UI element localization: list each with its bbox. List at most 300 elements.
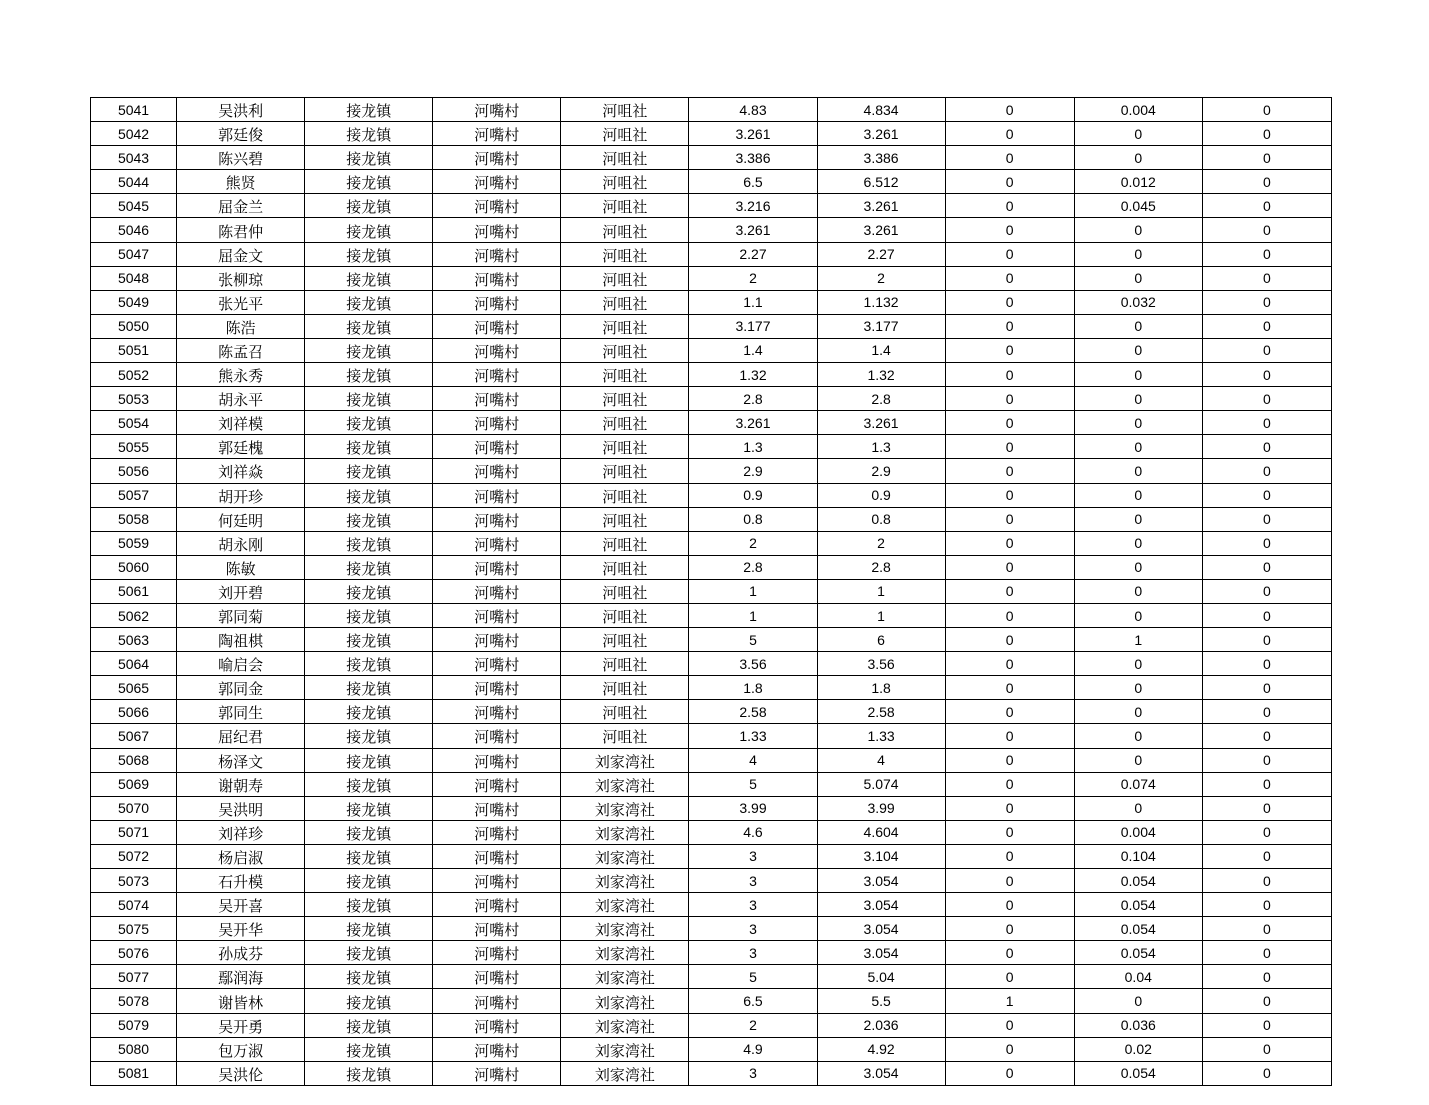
cell-village: 河嘴村 (433, 869, 561, 893)
cell-record-id: 5045 (91, 194, 177, 218)
cell-area-b: 0.8 (817, 507, 945, 531)
cell-name: 刘祥模 (177, 411, 305, 435)
cell-area-a: 5 (689, 772, 817, 796)
cell-area-a: 1.1 (689, 290, 817, 314)
cell-value-c: 0 (945, 122, 1074, 146)
cell-value-d: 0.054 (1074, 917, 1202, 941)
cell-area-b: 4.834 (817, 98, 945, 122)
cell-area-b: 3.054 (817, 941, 945, 965)
cell-village: 河嘴村 (433, 1013, 561, 1037)
cell-name: 吴洪伦 (177, 1061, 305, 1085)
cell-town: 接龙镇 (305, 194, 433, 218)
cell-village: 河嘴村 (433, 917, 561, 941)
cell-value-d: 0 (1074, 483, 1202, 507)
table-row (91, 917, 1332, 941)
table-row (91, 555, 1332, 579)
cell-record-id: 5073 (91, 869, 177, 893)
cell-value-e: 0 (1202, 893, 1331, 917)
table-row (91, 290, 1332, 314)
cell-area-a: 3.386 (689, 146, 817, 170)
cell-area-b: 1.33 (817, 724, 945, 748)
cell-value-e: 0 (1202, 194, 1331, 218)
cell-value-d: 0.054 (1074, 893, 1202, 917)
cell-value-c: 0 (945, 507, 1074, 531)
cell-village: 河嘴村 (433, 941, 561, 965)
cell-record-id: 5078 (91, 989, 177, 1013)
cell-village: 河嘴村 (433, 820, 561, 844)
cell-name: 吴开喜 (177, 893, 305, 917)
cell-record-id: 5057 (91, 483, 177, 507)
cell-name: 陈孟召 (177, 338, 305, 362)
cell-area-a: 6.5 (689, 989, 817, 1013)
cell-record-id: 5054 (91, 411, 177, 435)
cell-value-d: 0 (1074, 387, 1202, 411)
cell-area-b: 6.512 (817, 170, 945, 194)
cell-record-id: 5074 (91, 893, 177, 917)
cell-value-c: 0 (945, 893, 1074, 917)
cell-town: 接龙镇 (305, 531, 433, 555)
cell-village: 河嘴村 (433, 338, 561, 362)
cell-value-c: 0 (945, 965, 1074, 989)
cell-area-b: 3.99 (817, 796, 945, 820)
cell-record-id: 5079 (91, 1013, 177, 1037)
cell-value-d: 0 (1074, 531, 1202, 555)
cell-value-d: 0 (1074, 989, 1202, 1013)
cell-village: 河嘴村 (433, 844, 561, 868)
cell-value-d: 0 (1074, 122, 1202, 146)
cell-group: 刘家湾社 (561, 917, 689, 941)
cell-village: 河嘴村 (433, 146, 561, 170)
cell-town: 接龙镇 (305, 338, 433, 362)
cell-name: 孙成芬 (177, 941, 305, 965)
cell-record-id: 5081 (91, 1061, 177, 1085)
cell-area-a: 1 (689, 579, 817, 603)
cell-value-c: 0 (945, 314, 1074, 338)
table-row (91, 435, 1332, 459)
table-row (91, 531, 1332, 555)
cell-value-d: 0.004 (1074, 98, 1202, 122)
table-row (91, 122, 1332, 146)
cell-value-d: 0.02 (1074, 1037, 1202, 1061)
cell-area-b: 1.32 (817, 363, 945, 387)
cell-village: 河嘴村 (433, 363, 561, 387)
table-row (91, 411, 1332, 435)
cell-record-id: 5043 (91, 146, 177, 170)
cell-area-b: 2.8 (817, 387, 945, 411)
cell-area-b: 4 (817, 748, 945, 772)
cell-group: 河咀社 (561, 122, 689, 146)
cell-village: 河嘴村 (433, 314, 561, 338)
cell-record-id: 5049 (91, 290, 177, 314)
cell-town: 接龙镇 (305, 652, 433, 676)
cell-value-c: 0 (945, 652, 1074, 676)
table-row (91, 724, 1332, 748)
cell-village: 河嘴村 (433, 242, 561, 266)
cell-town: 接龙镇 (305, 218, 433, 242)
cell-value-d: 0 (1074, 700, 1202, 724)
cell-town: 接龙镇 (305, 676, 433, 700)
cell-value-d: 0 (1074, 796, 1202, 820)
cell-village: 河嘴村 (433, 290, 561, 314)
cell-value-d: 0.004 (1074, 820, 1202, 844)
cell-name: 郭同金 (177, 676, 305, 700)
cell-group: 刘家湾社 (561, 796, 689, 820)
cell-town: 接龙镇 (305, 314, 433, 338)
cell-value-c: 0 (945, 844, 1074, 868)
cell-area-a: 3 (689, 893, 817, 917)
cell-record-id: 5061 (91, 579, 177, 603)
cell-value-e: 0 (1202, 724, 1331, 748)
cell-area-a: 3.216 (689, 194, 817, 218)
cell-value-c: 0 (945, 363, 1074, 387)
cell-area-b: 1.3 (817, 435, 945, 459)
cell-value-d: 1 (1074, 628, 1202, 652)
cell-town: 接龙镇 (305, 98, 433, 122)
cell-value-c: 0 (945, 483, 1074, 507)
cell-group: 河咀社 (561, 170, 689, 194)
cell-name: 刘开碧 (177, 579, 305, 603)
cell-value-c: 0 (945, 435, 1074, 459)
cell-town: 接龙镇 (305, 1013, 433, 1037)
cell-value-d: 0 (1074, 676, 1202, 700)
cell-value-d: 0.012 (1074, 170, 1202, 194)
table-row (91, 628, 1332, 652)
cell-value-e: 0 (1202, 146, 1331, 170)
cell-name: 胡永刚 (177, 531, 305, 555)
cell-town: 接龙镇 (305, 170, 433, 194)
cell-town: 接龙镇 (305, 820, 433, 844)
cell-value-e: 0 (1202, 122, 1331, 146)
cell-area-b: 2.27 (817, 242, 945, 266)
cell-name: 郭廷俊 (177, 122, 305, 146)
cell-area-a: 3.177 (689, 314, 817, 338)
cell-area-b: 3.054 (817, 1061, 945, 1085)
cell-value-c: 0 (945, 820, 1074, 844)
cell-value-c: 0 (945, 1013, 1074, 1037)
cell-area-b: 3.261 (817, 122, 945, 146)
cell-town: 接龙镇 (305, 579, 433, 603)
cell-value-d: 0 (1074, 266, 1202, 290)
cell-village: 河嘴村 (433, 483, 561, 507)
cell-name: 吴开华 (177, 917, 305, 941)
cell-name: 刘祥焱 (177, 459, 305, 483)
cell-area-a: 4.83 (689, 98, 817, 122)
table-row (91, 170, 1332, 194)
cell-record-id: 5072 (91, 844, 177, 868)
cell-value-c: 0 (945, 676, 1074, 700)
cell-town: 接龙镇 (305, 772, 433, 796)
table-row (91, 869, 1332, 893)
cell-name: 陈君仲 (177, 218, 305, 242)
cell-record-id: 5065 (91, 676, 177, 700)
cell-value-e: 0 (1202, 170, 1331, 194)
cell-value-e: 0 (1202, 242, 1331, 266)
table-row (91, 1061, 1332, 1085)
cell-value-d: 0 (1074, 218, 1202, 242)
cell-area-b: 3.104 (817, 844, 945, 868)
cell-area-b: 3.261 (817, 411, 945, 435)
cell-name: 陈敏 (177, 555, 305, 579)
cell-village: 河嘴村 (433, 724, 561, 748)
cell-value-c: 0 (945, 1061, 1074, 1085)
cell-value-d: 0 (1074, 338, 1202, 362)
cell-group: 刘家湾社 (561, 965, 689, 989)
cell-group: 刘家湾社 (561, 1061, 689, 1085)
cell-area-a: 6.5 (689, 170, 817, 194)
cell-village: 河嘴村 (433, 628, 561, 652)
cell-value-d: 0.045 (1074, 194, 1202, 218)
cell-area-a: 3.261 (689, 411, 817, 435)
cell-value-d: 0 (1074, 459, 1202, 483)
cell-village: 河嘴村 (433, 700, 561, 724)
cell-town: 接龙镇 (305, 893, 433, 917)
cell-record-id: 5042 (91, 122, 177, 146)
cell-name: 屈金兰 (177, 194, 305, 218)
table-row (91, 218, 1332, 242)
cell-village: 河嘴村 (433, 1037, 561, 1061)
cell-value-d: 0 (1074, 411, 1202, 435)
cell-town: 接龙镇 (305, 1037, 433, 1061)
cell-value-d: 0.032 (1074, 290, 1202, 314)
cell-name: 何廷明 (177, 507, 305, 531)
cell-area-b: 6 (817, 628, 945, 652)
table-row (91, 146, 1332, 170)
table-body (91, 98, 1332, 1086)
cell-group: 刘家湾社 (561, 941, 689, 965)
cell-value-e: 0 (1202, 700, 1331, 724)
cell-value-d: 0 (1074, 603, 1202, 627)
cell-record-id: 5052 (91, 363, 177, 387)
cell-group: 河咀社 (561, 700, 689, 724)
cell-town: 接龙镇 (305, 941, 433, 965)
cell-area-a: 4.9 (689, 1037, 817, 1061)
table-row (91, 1013, 1332, 1037)
cell-village: 河嘴村 (433, 772, 561, 796)
cell-area-a: 2 (689, 1013, 817, 1037)
cell-value-d: 0 (1074, 652, 1202, 676)
cell-area-a: 1.33 (689, 724, 817, 748)
cell-value-e: 0 (1202, 363, 1331, 387)
cell-value-d: 0 (1074, 314, 1202, 338)
cell-area-a: 4.6 (689, 820, 817, 844)
cell-group: 河咀社 (561, 338, 689, 362)
cell-value-e: 0 (1202, 555, 1331, 579)
cell-area-a: 5 (689, 965, 817, 989)
cell-area-b: 2.036 (817, 1013, 945, 1037)
cell-value-d: 0 (1074, 363, 1202, 387)
cell-village: 河嘴村 (433, 411, 561, 435)
cell-value-c: 0 (945, 218, 1074, 242)
cell-group: 河咀社 (561, 146, 689, 170)
cell-town: 接龙镇 (305, 844, 433, 868)
cell-value-e: 0 (1202, 628, 1331, 652)
cell-area-a: 0.8 (689, 507, 817, 531)
cell-group: 刘家湾社 (561, 893, 689, 917)
cell-name: 刘祥珍 (177, 820, 305, 844)
cell-town: 接龙镇 (305, 628, 433, 652)
cell-group: 河咀社 (561, 724, 689, 748)
cell-value-e: 0 (1202, 820, 1331, 844)
cell-area-b: 1.4 (817, 338, 945, 362)
cell-area-b: 2.9 (817, 459, 945, 483)
cell-area-b: 2 (817, 266, 945, 290)
cell-group: 河咀社 (561, 411, 689, 435)
cell-village: 河嘴村 (433, 459, 561, 483)
cell-record-id: 5066 (91, 700, 177, 724)
cell-record-id: 5041 (91, 98, 177, 122)
cell-value-e: 0 (1202, 338, 1331, 362)
cell-value-e: 0 (1202, 603, 1331, 627)
cell-village: 河嘴村 (433, 266, 561, 290)
cell-group: 刘家湾社 (561, 772, 689, 796)
cell-town: 接龙镇 (305, 387, 433, 411)
cell-value-c: 0 (945, 917, 1074, 941)
cell-name: 张柳琼 (177, 266, 305, 290)
cell-record-id: 5058 (91, 507, 177, 531)
cell-value-e: 0 (1202, 579, 1331, 603)
cell-name: 包万淑 (177, 1037, 305, 1061)
cell-town: 接龙镇 (305, 989, 433, 1013)
cell-area-b: 2 (817, 531, 945, 555)
table-row (91, 700, 1332, 724)
cell-record-id: 5047 (91, 242, 177, 266)
cell-area-a: 1.3 (689, 435, 817, 459)
cell-value-e: 0 (1202, 314, 1331, 338)
cell-record-id: 5044 (91, 170, 177, 194)
cell-value-c: 0 (945, 724, 1074, 748)
cell-value-e: 0 (1202, 772, 1331, 796)
cell-name: 吴洪利 (177, 98, 305, 122)
cell-value-c: 0 (945, 387, 1074, 411)
cell-value-c: 0 (945, 603, 1074, 627)
cell-area-b: 1 (817, 579, 945, 603)
table-row (91, 941, 1332, 965)
cell-village: 河嘴村 (433, 531, 561, 555)
cell-value-c: 0 (945, 772, 1074, 796)
cell-record-id: 5051 (91, 338, 177, 362)
cell-record-id: 5055 (91, 435, 177, 459)
cell-name: 谢朝寿 (177, 772, 305, 796)
cell-group: 河咀社 (561, 387, 689, 411)
cell-record-id: 5071 (91, 820, 177, 844)
table-row (91, 796, 1332, 820)
cell-value-e: 0 (1202, 459, 1331, 483)
cell-area-b: 3.261 (817, 194, 945, 218)
cell-village: 河嘴村 (433, 676, 561, 700)
cell-name: 陶祖棋 (177, 628, 305, 652)
cell-value-d: 0 (1074, 748, 1202, 772)
table-row (91, 652, 1332, 676)
cell-area-b: 0.9 (817, 483, 945, 507)
cell-value-e: 0 (1202, 965, 1331, 989)
cell-area-a: 3.261 (689, 218, 817, 242)
cell-value-e: 0 (1202, 266, 1331, 290)
cell-group: 河咀社 (561, 314, 689, 338)
cell-group: 刘家湾社 (561, 748, 689, 772)
cell-value-d: 0 (1074, 146, 1202, 170)
cell-group: 河咀社 (561, 266, 689, 290)
cell-value-e: 0 (1202, 748, 1331, 772)
cell-area-a: 3.99 (689, 796, 817, 820)
cell-record-id: 5064 (91, 652, 177, 676)
cell-name: 郭同菊 (177, 603, 305, 627)
cell-area-a: 1.4 (689, 338, 817, 362)
cell-group: 河咀社 (561, 218, 689, 242)
cell-area-b: 3.054 (817, 893, 945, 917)
cell-area-b: 3.386 (817, 146, 945, 170)
cell-value-c: 0 (945, 796, 1074, 820)
cell-village: 河嘴村 (433, 194, 561, 218)
cell-value-c: 0 (945, 941, 1074, 965)
cell-value-d: 0.104 (1074, 844, 1202, 868)
cell-group: 刘家湾社 (561, 989, 689, 1013)
cell-value-c: 0 (945, 459, 1074, 483)
table-row (91, 965, 1332, 989)
cell-value-c: 0 (945, 869, 1074, 893)
cell-value-e: 0 (1202, 218, 1331, 242)
cell-town: 接龙镇 (305, 146, 433, 170)
table-row (91, 579, 1332, 603)
cell-village: 河嘴村 (433, 893, 561, 917)
cell-town: 接龙镇 (305, 122, 433, 146)
cell-value-c: 0 (945, 411, 1074, 435)
table-row (91, 194, 1332, 218)
cell-record-id: 5062 (91, 603, 177, 627)
cell-name: 屈金文 (177, 242, 305, 266)
cell-village: 河嘴村 (433, 218, 561, 242)
cell-value-d: 0.074 (1074, 772, 1202, 796)
cell-group: 河咀社 (561, 483, 689, 507)
cell-area-b: 3.56 (817, 652, 945, 676)
cell-group: 河咀社 (561, 290, 689, 314)
cell-name: 石升模 (177, 869, 305, 893)
cell-area-b: 1 (817, 603, 945, 627)
cell-area-a: 5 (689, 628, 817, 652)
cell-value-d: 0 (1074, 507, 1202, 531)
cell-name: 谢皆林 (177, 989, 305, 1013)
table-row (91, 266, 1332, 290)
cell-value-e: 0 (1202, 869, 1331, 893)
table-row (91, 338, 1332, 362)
cell-group: 刘家湾社 (561, 820, 689, 844)
cell-town: 接龙镇 (305, 459, 433, 483)
cell-record-id: 5077 (91, 965, 177, 989)
cell-area-b: 4.604 (817, 820, 945, 844)
cell-name: 胡永平 (177, 387, 305, 411)
cell-town: 接龙镇 (305, 555, 433, 579)
cell-value-c: 0 (945, 748, 1074, 772)
cell-town: 接龙镇 (305, 748, 433, 772)
cell-name: 吴开勇 (177, 1013, 305, 1037)
cell-name: 陈兴碧 (177, 146, 305, 170)
cell-group: 河咀社 (561, 435, 689, 459)
cell-area-a: 2.27 (689, 242, 817, 266)
cell-area-a: 2 (689, 531, 817, 555)
cell-value-e: 0 (1202, 941, 1331, 965)
cell-village: 河嘴村 (433, 98, 561, 122)
cell-value-e: 0 (1202, 507, 1331, 531)
cell-town: 接龙镇 (305, 869, 433, 893)
cell-name: 杨启淑 (177, 844, 305, 868)
table-row (91, 676, 1332, 700)
cell-group: 刘家湾社 (561, 844, 689, 868)
cell-area-a: 3 (689, 917, 817, 941)
cell-area-a: 1.32 (689, 363, 817, 387)
cell-record-id: 5050 (91, 314, 177, 338)
cell-area-b: 3.177 (817, 314, 945, 338)
table-row (91, 387, 1332, 411)
cell-record-id: 5080 (91, 1037, 177, 1061)
